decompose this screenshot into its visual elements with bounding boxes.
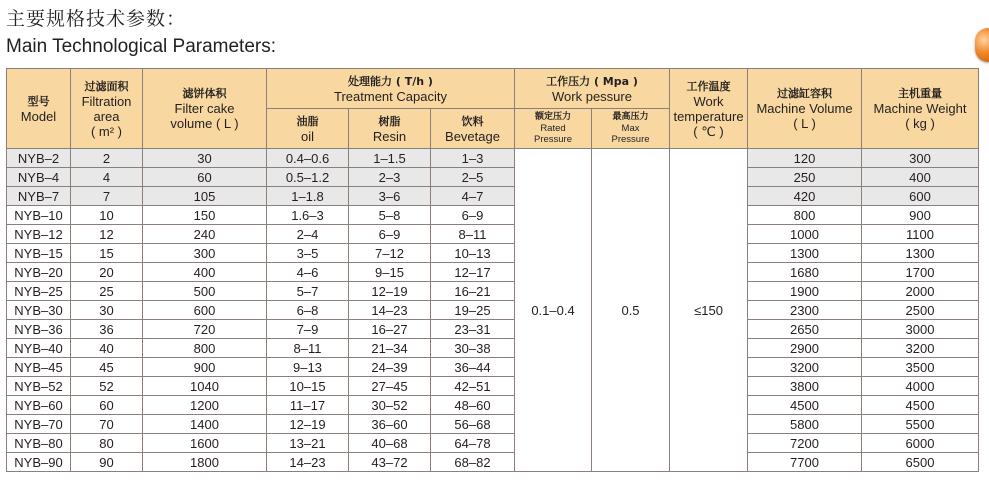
cell-model: NYB–15 — [7, 244, 71, 263]
cell-area: 90 — [71, 453, 143, 472]
cell-beverage: 19–25 — [431, 301, 515, 320]
table-row — [7, 282, 979, 301]
cell-beverage: 68–82 — [431, 453, 515, 472]
cell-area: 20 — [71, 263, 143, 282]
cell-area: 12 — [71, 225, 143, 244]
cell-resin: 7–12 — [349, 244, 431, 263]
cell-beverage: 12–17 — [431, 263, 515, 282]
table-row — [7, 434, 979, 453]
cell-beverage: 4–7 — [431, 187, 515, 206]
cell-model: NYB–7 — [7, 187, 71, 206]
cell-resin: 24–39 — [349, 358, 431, 377]
cell-oil: 10–15 — [267, 377, 349, 396]
cell-model: NYB–2 — [7, 149, 71, 168]
cell-area: 30 — [71, 301, 143, 320]
cell-oil: 1.6–3 — [267, 206, 349, 225]
cell-machine-volume: 7200 — [748, 434, 862, 453]
cell-max-pressure: 0.5 — [592, 149, 670, 472]
header-filtration-area: 过滤面积 Filtration area ( m² ) — [71, 69, 143, 149]
cell-oil: 4–6 — [267, 263, 349, 282]
cell-machine-weight: 300 — [862, 149, 979, 168]
cell-model: NYB–25 — [7, 282, 71, 301]
cell-area: 52 — [71, 377, 143, 396]
cell-model: NYB–4 — [7, 168, 71, 187]
cell-resin: 27–45 — [349, 377, 431, 396]
cell-beverage: 16–21 — [431, 282, 515, 301]
cell-cake-volume: 150 — [143, 206, 267, 225]
cell-machine-volume: 1000 — [748, 225, 862, 244]
cell-oil: 9–13 — [267, 358, 349, 377]
cell-machine-volume: 2900 — [748, 339, 862, 358]
cell-machine-weight: 1100 — [862, 225, 979, 244]
cell-oil: 2–4 — [267, 225, 349, 244]
cell-model: NYB–10 — [7, 206, 71, 225]
cell-oil: 14–23 — [267, 453, 349, 472]
cell-model: NYB–45 — [7, 358, 71, 377]
cell-model: NYB–80 — [7, 434, 71, 453]
cell-resin: 2–3 — [349, 168, 431, 187]
cell-machine-weight: 1300 — [862, 244, 979, 263]
table-row — [7, 377, 979, 396]
cell-machine-volume: 5800 — [748, 415, 862, 434]
cell-machine-volume: 1900 — [748, 282, 862, 301]
cell-model: NYB–20 — [7, 263, 71, 282]
table-row — [7, 206, 979, 225]
cell-oil: 0.5–1.2 — [267, 168, 349, 187]
cell-cake-volume: 720 — [143, 320, 267, 339]
cell-resin: 14–23 — [349, 301, 431, 320]
cell-beverage: 48–60 — [431, 396, 515, 415]
cell-cake-volume: 600 — [143, 301, 267, 320]
cell-machine-weight: 6000 — [862, 434, 979, 453]
cell-resin: 43–72 — [349, 453, 431, 472]
cell-cake-volume: 1040 — [143, 377, 267, 396]
cell-beverage: 36–44 — [431, 358, 515, 377]
cell-machine-weight: 900 — [862, 206, 979, 225]
cell-oil: 0.4–0.6 — [267, 149, 349, 168]
table-row — [7, 358, 979, 377]
page-title-en: Main Technological Parameters: — [6, 36, 277, 57]
cell-machine-weight: 2500 — [862, 301, 979, 320]
cell-resin: 9–15 — [349, 263, 431, 282]
cell-model: NYB–40 — [7, 339, 71, 358]
cell-model: NYB–36 — [7, 320, 71, 339]
cell-beverage: 10–13 — [431, 244, 515, 263]
cell-beverage: 64–78 — [431, 434, 515, 453]
table-row — [7, 339, 979, 358]
cell-beverage: 8–11 — [431, 225, 515, 244]
cell-machine-volume: 120 — [748, 149, 862, 168]
table-row — [7, 396, 979, 415]
cell-resin: 3–6 — [349, 187, 431, 206]
table-row — [7, 453, 979, 472]
cell-machine-volume: 3800 — [748, 377, 862, 396]
cell-cake-volume: 30 — [143, 149, 267, 168]
table-row — [7, 168, 979, 187]
cell-beverage: 56–68 — [431, 415, 515, 434]
table-row — [7, 415, 979, 434]
cell-area: 10 — [71, 206, 143, 225]
cell-resin: 21–34 — [349, 339, 431, 358]
header-oil: 油脂 oil — [267, 109, 349, 149]
cell-area: 36 — [71, 320, 143, 339]
cell-cake-volume: 240 — [143, 225, 267, 244]
cell-model: NYB–90 — [7, 453, 71, 472]
cell-cake-volume: 500 — [143, 282, 267, 301]
cell-model: NYB–70 — [7, 415, 71, 434]
floating-corner-button[interactable] — [975, 28, 989, 62]
header-work-temperature: 工作温度 Work temperature ( ℃ ) — [670, 69, 748, 149]
cell-machine-volume: 4500 — [748, 396, 862, 415]
cell-beverage: 6–9 — [431, 206, 515, 225]
cell-oil: 13–21 — [267, 434, 349, 453]
page-title-zh: 主要规格技术参数： — [6, 8, 187, 30]
cell-oil: 8–11 — [267, 339, 349, 358]
cell-machine-volume: 7700 — [748, 453, 862, 472]
cell-oil: 5–7 — [267, 282, 349, 301]
cell-machine-weight: 3000 — [862, 320, 979, 339]
cell-machine-volume: 2300 — [748, 301, 862, 320]
cell-cake-volume: 800 — [143, 339, 267, 358]
cell-machine-volume: 3200 — [748, 358, 862, 377]
cell-area: 15 — [71, 244, 143, 263]
cell-resin: 36–60 — [349, 415, 431, 434]
cell-machine-volume: 800 — [748, 206, 862, 225]
cell-beverage: 2–5 — [431, 168, 515, 187]
cell-resin: 5–8 — [349, 206, 431, 225]
cell-area: 7 — [71, 187, 143, 206]
cell-resin: 12–19 — [349, 282, 431, 301]
cell-machine-volume: 1300 — [748, 244, 862, 263]
header-machine-volume: 过滤缸容积 Machine Volume ( L ) — [748, 69, 862, 149]
cell-work-temperature: ≤150 — [670, 149, 748, 472]
header-beverage: 饮料 Bevetage — [431, 109, 515, 149]
table-body — [7, 149, 979, 472]
cell-machine-weight: 1700 — [862, 263, 979, 282]
header-filter-cake-volume: 滤饼体积 Filter cake volume ( L ) — [143, 69, 267, 149]
table-row — [7, 149, 979, 168]
cell-machine-weight: 3500 — [862, 358, 979, 377]
header-max-pressure: 最高压力 Max Pressure — [592, 109, 670, 149]
cell-model: NYB–60 — [7, 396, 71, 415]
cell-cake-volume: 105 — [143, 187, 267, 206]
table-row — [7, 225, 979, 244]
header-resin: 树脂 Resin — [349, 109, 431, 149]
cell-cake-volume: 60 — [143, 168, 267, 187]
cell-model: NYB–52 — [7, 377, 71, 396]
cell-machine-volume: 2650 — [748, 320, 862, 339]
table-row — [7, 244, 979, 263]
cell-resin: 1–1.5 — [349, 149, 431, 168]
header-machine-weight: 主机重量 Machine Weight ( kg ) — [862, 69, 979, 149]
cell-machine-weight: 600 — [862, 187, 979, 206]
cell-area: 60 — [71, 396, 143, 415]
cell-cake-volume: 900 — [143, 358, 267, 377]
cell-beverage: 23–31 — [431, 320, 515, 339]
cell-cake-volume: 1800 — [143, 453, 267, 472]
cell-cake-volume: 400 — [143, 263, 267, 282]
cell-cake-volume: 1200 — [143, 396, 267, 415]
cell-oil: 7–9 — [267, 320, 349, 339]
cell-machine-weight: 3200 — [862, 339, 979, 358]
cell-machine-weight: 5500 — [862, 415, 979, 434]
cell-area: 70 — [71, 415, 143, 434]
cell-resin: 40–68 — [349, 434, 431, 453]
cell-oil: 12–19 — [267, 415, 349, 434]
cell-machine-volume: 1680 — [748, 263, 862, 282]
header-rated-pressure: 额定压力 Rated Pressure — [515, 109, 592, 149]
cell-oil: 11–17 — [267, 396, 349, 415]
cell-machine-weight: 6500 — [862, 453, 979, 472]
table-row — [7, 301, 979, 320]
cell-resin: 16–27 — [349, 320, 431, 339]
header-model: 型号 Model — [7, 69, 71, 149]
cell-machine-volume: 250 — [748, 168, 862, 187]
cell-resin: 30–52 — [349, 396, 431, 415]
cell-machine-weight: 4500 — [862, 396, 979, 415]
cell-beverage: 42–51 — [431, 377, 515, 396]
cell-area: 2 — [71, 149, 143, 168]
cell-oil: 6–8 — [267, 301, 349, 320]
parameters-table — [6, 68, 979, 472]
cell-area: 4 — [71, 168, 143, 187]
cell-cake-volume: 1600 — [143, 434, 267, 453]
header-work-pressure: 工作压力 ( Mpa ) Work pessure — [515, 69, 670, 109]
cell-beverage: 30–38 — [431, 339, 515, 358]
cell-oil: 3–5 — [267, 244, 349, 263]
table-row — [7, 263, 979, 282]
table-row — [7, 320, 979, 339]
cell-area: 80 — [71, 434, 143, 453]
cell-machine-weight: 4000 — [862, 377, 979, 396]
cell-machine-weight: 2000 — [862, 282, 979, 301]
cell-cake-volume: 1400 — [143, 415, 267, 434]
cell-area: 25 — [71, 282, 143, 301]
cell-rated-pressure: 0.1–0.4 — [515, 149, 592, 472]
cell-cake-volume: 300 — [143, 244, 267, 263]
cell-resin: 6–9 — [349, 225, 431, 244]
cell-area: 40 — [71, 339, 143, 358]
cell-model: NYB–30 — [7, 301, 71, 320]
cell-machine-weight: 400 — [862, 168, 979, 187]
table-row — [7, 187, 979, 206]
header-treatment-capacity: 处理能力 ( T/h ) Treatment Capacity — [267, 69, 515, 109]
cell-oil: 1–1.8 — [267, 187, 349, 206]
cell-area: 45 — [71, 358, 143, 377]
cell-beverage: 1–3 — [431, 149, 515, 168]
cell-model: NYB–12 — [7, 225, 71, 244]
cell-machine-volume: 420 — [748, 187, 862, 206]
